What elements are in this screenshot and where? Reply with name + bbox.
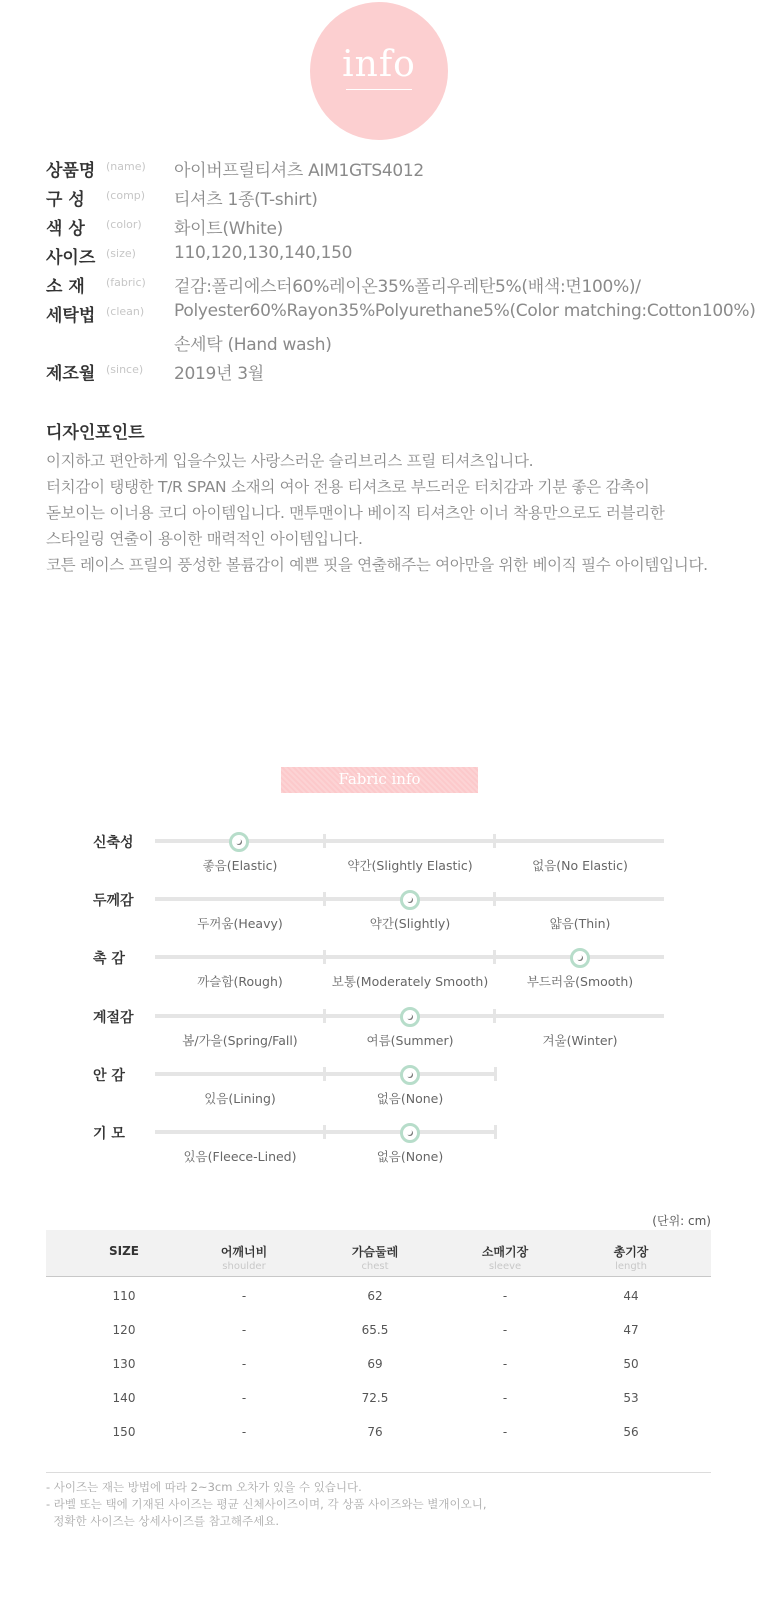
fabric-selected-marker (400, 890, 420, 910)
size-note: - 라벨 또는 택에 기재된 사이즈는 평균 신체사이즈이며, 각 상품 사이즈와는 별개이오니, (46, 1497, 487, 1511)
fabric-row-label: 기 모 (93, 1126, 125, 1142)
size-table-cell: 44 (623, 1289, 639, 1303)
size-table-cell: 140 (112, 1391, 136, 1405)
header-label-ko: 소매기장 (481, 1245, 529, 1259)
fabric-option-label: 좋음(Elastic) (202, 858, 278, 873)
fabric-selected-marker (400, 1065, 420, 1085)
size-note: - 사이즈는 재는 방법에 따라 2~3cm 오차가 있을 수 있습니다. (46, 1480, 362, 1494)
spec-row (46, 359, 766, 387)
fabric-scale-tick (323, 892, 326, 906)
spec-label-en: (comp) (106, 189, 146, 202)
fabric-scale-tick (323, 950, 326, 964)
spec-label-en: (name) (106, 160, 146, 173)
header-label-ko: 어깨너비 (220, 1245, 268, 1259)
header-label-ko: SIZE (108, 1244, 139, 1258)
fabric-option-label: 부드러움(Smooth) (526, 974, 634, 989)
size-table-cell: - (502, 1425, 508, 1439)
design-line: 터치감이 탱탱한 T/R SPAN 소재의 여아 전용 티셔츠로 부드러운 터치감과 기분 좋은 감촉이 (46, 478, 650, 496)
fabric-marker-center (577, 955, 583, 961)
design-line: 돋보이는 이너용 코디 아이템입니다. 맨투맨이나 베이직 티셔츠안 이너 착용만으로도 러블리한 (46, 504, 665, 522)
fabric-option-label: 없음(No Elastic) (532, 858, 628, 873)
fabric-marker-center (236, 839, 242, 845)
spec-label-en: (fabric) (106, 276, 146, 289)
fabric-marker-center (407, 1072, 413, 1078)
spec-value: 2019년 3월 (174, 364, 264, 384)
size-table-cell: - (502, 1357, 508, 1371)
fabric-scale-track (155, 1130, 497, 1134)
size-table-cell: - (502, 1289, 508, 1303)
spec-label-en: (size) (106, 247, 136, 260)
fabric-option-label: 약간(Slightly) (369, 916, 451, 931)
fabric-marker-center (407, 897, 413, 903)
spec-value: 110,120,130,140,150 (174, 243, 353, 263)
fabric-option-label: 있음(Lining) (204, 1091, 276, 1106)
fabric-row-label: 계절감 (93, 1010, 134, 1026)
size-note: 정확한 사이즈는 상세사이즈를 참고해주세요. (46, 1514, 280, 1528)
size-table-cell: 150 (112, 1425, 136, 1439)
size-table-cell: 69 (367, 1357, 383, 1371)
fabric-row-label: 안 감 (93, 1068, 125, 1084)
size-table-header-cell (59, 1244, 189, 1258)
fabric-option-label: 없음(None) (376, 1091, 444, 1106)
size-table-cell: - (241, 1425, 247, 1439)
design-line: 이지하고 편안하게 입을수있는 사랑스러운 슬리브리스 프릴 티셔츠입니다. (46, 452, 534, 470)
spec-row (46, 272, 766, 300)
size-table-cell: 65.5 (361, 1323, 389, 1337)
size-table-header-cell (566, 1243, 696, 1272)
spec-label-en: (clean) (106, 305, 145, 318)
fabric-row-label: 촉 감 (93, 951, 125, 967)
size-table-cell: 62 (367, 1289, 383, 1303)
size-table-cell: - (241, 1323, 247, 1337)
spec-label: 세탁법 (46, 306, 96, 326)
info-title: info (342, 44, 416, 85)
size-table-cell: - (241, 1357, 247, 1371)
fabric-row-label: 두께감 (93, 893, 134, 909)
fabric-option-label: 두꺼움(Heavy) (197, 916, 283, 931)
fabric-selected-marker (400, 1007, 420, 1027)
fabric-scale-tick (493, 1009, 496, 1023)
size-table-cell: 76 (367, 1425, 383, 1439)
fabric-selected-marker (570, 948, 590, 968)
fabric-option-label: 봄/가을(Spring/Fall) (182, 1033, 298, 1048)
fabric-row-label: 신축성 (93, 835, 134, 851)
fabric-scale-tick (494, 1125, 497, 1139)
fabric-option-label: 있음(Fleece-Lined) (183, 1149, 297, 1164)
spec-label: 구 성 (46, 190, 85, 210)
design-point-title: 디자인포인트 (46, 423, 145, 443)
fabric-marker-center (407, 1130, 413, 1136)
size-table-header-cell (179, 1243, 309, 1272)
size-table-cell: 120 (112, 1323, 136, 1337)
size-table-header-cell (440, 1243, 570, 1272)
spec-value: Polyester60%Rayon35%Polyurethane5%(Color matching:Cotton100%) (174, 301, 756, 321)
size-table-cell: 47 (623, 1323, 639, 1337)
size-table-cell: - (502, 1323, 508, 1337)
header-label-en: length (615, 1261, 647, 1272)
size-table-cell: 72.5 (361, 1391, 389, 1405)
header-label-ko: 가슴둘레 (351, 1245, 399, 1259)
fabric-option-label: 까슬함(Rough) (197, 974, 283, 989)
header-label-en: sleeve (488, 1261, 522, 1272)
fabric-selected-marker (229, 832, 249, 852)
size-unit-label: (단위: cm) (652, 1214, 711, 1228)
size-table-cell: 53 (623, 1391, 639, 1405)
spec-value: 티셔츠 1종(T-shirt) (174, 190, 318, 210)
fabric-option-label: 얇음(Thin) (549, 916, 611, 931)
fabric-option-label: 보통(Moderately Smooth) (331, 974, 489, 989)
fabric-option-label: 겨울(Winter) (542, 1033, 618, 1048)
size-table-header-cell (310, 1243, 440, 1272)
fabric-scale-tick (494, 1067, 497, 1081)
fabric-option-label: 약간(Slightly Elastic) (347, 858, 473, 873)
header-label-en: chest (361, 1261, 389, 1272)
fabric-marker-center (407, 1014, 413, 1020)
spec-label-en: (since) (106, 363, 144, 376)
fabric-scale-tick (493, 892, 496, 906)
spec-value: 아이버프릴티셔츠 AIM1GTS4012 (174, 161, 424, 181)
spec-row (46, 243, 766, 271)
spec-row (46, 185, 766, 213)
spec-label: 소 재 (46, 277, 85, 297)
spec-label: 상품명 (46, 161, 96, 181)
fabric-scale-tick (323, 834, 326, 848)
info-underline (346, 89, 412, 90)
spec-value: 겉감:폴리에스터60%레이온35%폴리우레탄5%(배색:면100%)/ (174, 277, 641, 297)
fabric-option-label: 없음(None) (376, 1149, 444, 1164)
spec-label: 사이즈 (46, 248, 96, 268)
header-label-ko: 총기장 (613, 1245, 649, 1259)
fabric-scale-tick (323, 1067, 326, 1081)
spec-row (46, 301, 766, 329)
size-table-cell: - (241, 1289, 247, 1303)
size-table-cell: - (502, 1391, 508, 1405)
size-table-cell: 130 (112, 1357, 136, 1371)
spec-label-en: (color) (106, 218, 142, 231)
fabric-option-label: 여름(Summer) (366, 1033, 454, 1048)
size-table-cell: 110 (112, 1289, 136, 1303)
spec-label: 제조월 (46, 364, 96, 384)
size-table-bottom-divider (46, 1472, 711, 1473)
spec-row (46, 214, 766, 242)
size-table-cell: 50 (623, 1357, 639, 1371)
fabric-scale-tick (323, 1125, 326, 1139)
fabric-scale-track (155, 1072, 497, 1076)
fabric-info-title: Fabric info (338, 770, 421, 788)
spec-value: 화이트(White) (174, 219, 283, 239)
size-table-cell: - (241, 1391, 247, 1405)
fabric-scale-tick (493, 834, 496, 848)
design-line: 코튼 레이스 프릴의 풍성한 볼륨감이 예쁜 핏을 연출해주는 여아만을 위한 베이직 필수 아이템입니다. (46, 556, 708, 574)
spec-row (46, 156, 766, 184)
design-line: 스타일링 연출이 용이한 매력적인 아이템입니다. (46, 530, 363, 548)
fabric-scale-tick (323, 1009, 326, 1023)
spec-label: 색 상 (46, 219, 85, 239)
spec-value-line2: 손세탁 (Hand wash) (174, 335, 332, 355)
header-label-en: shoulder (222, 1261, 266, 1272)
size-table-cell: 56 (623, 1425, 639, 1439)
fabric-selected-marker (400, 1123, 420, 1143)
fabric-scale-tick (493, 950, 496, 964)
